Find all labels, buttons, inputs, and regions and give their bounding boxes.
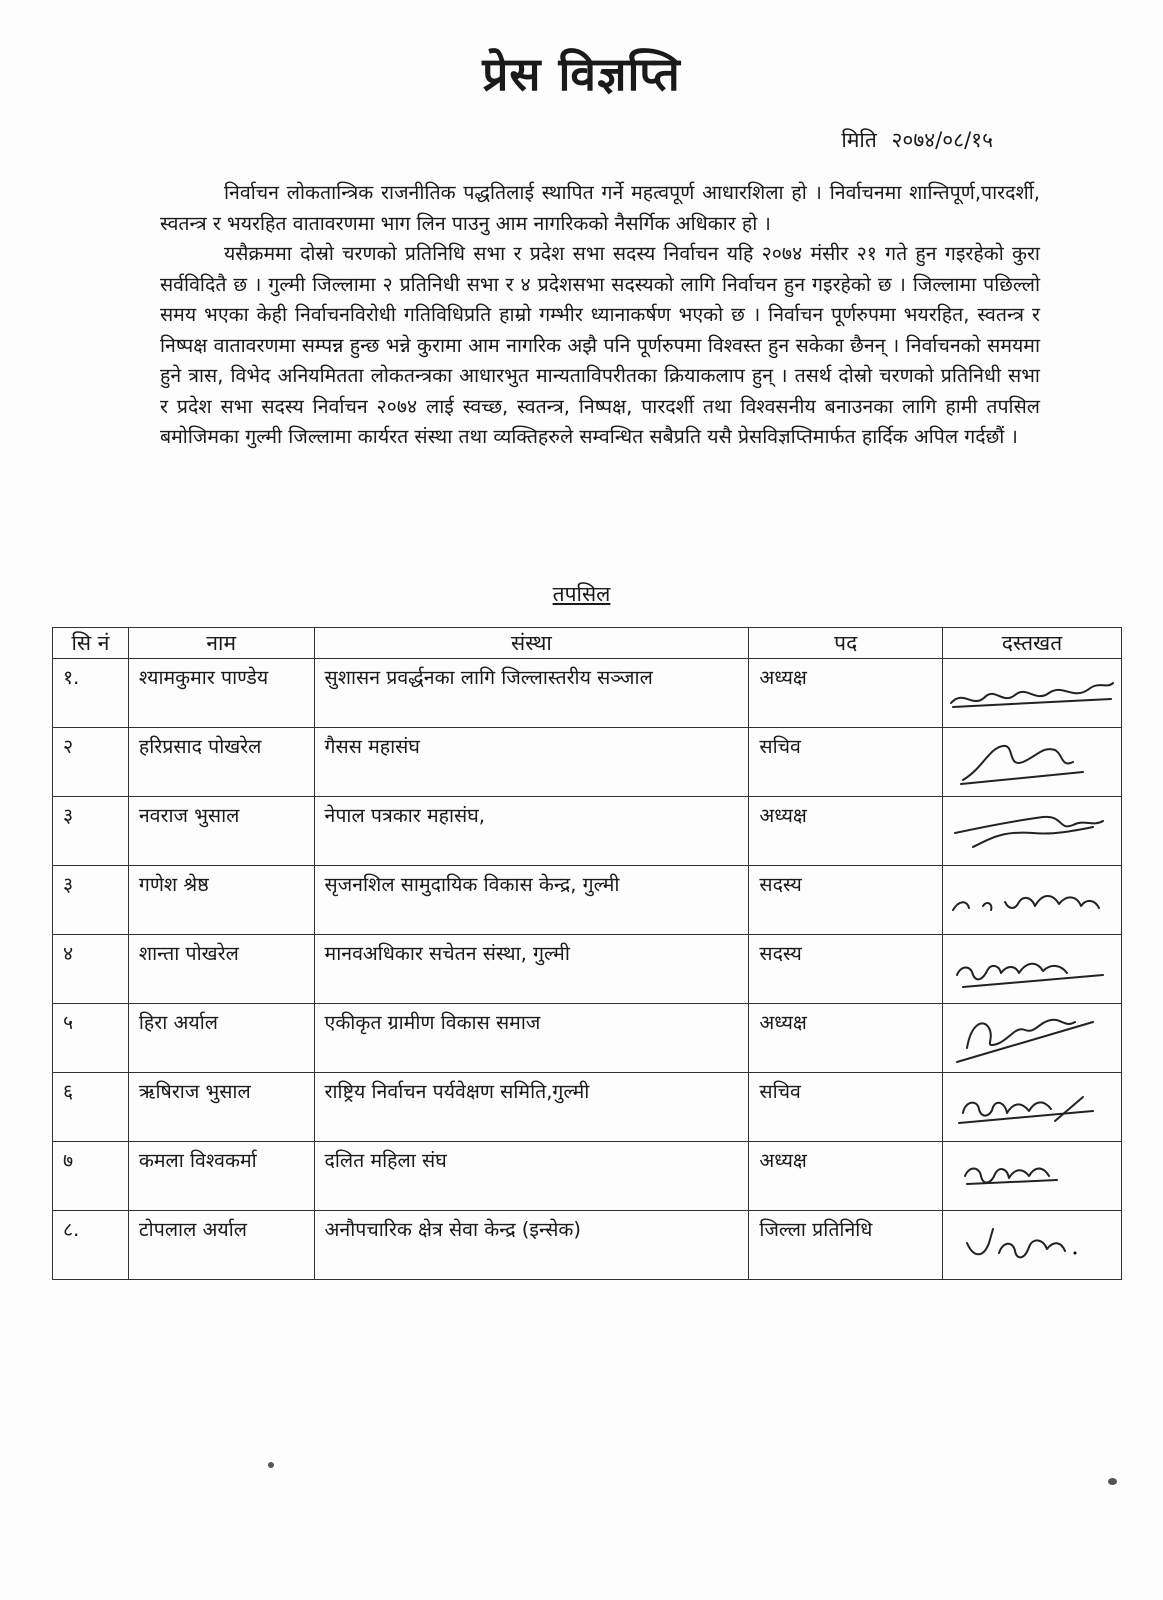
date-value: २०७४/०८/१५ <box>891 128 993 152</box>
cell-name: श्यामकुमार पाण्डेय <box>128 659 314 728</box>
cell-post: सचिव <box>749 1073 943 1142</box>
cell-signature <box>942 866 1121 935</box>
scan-speck <box>268 1462 274 1468</box>
cell-name: हरिप्रसाद पोखरेल <box>128 728 314 797</box>
press-release-body <box>160 178 1040 453</box>
cell-post: सदस्य <box>749 935 943 1004</box>
date-label: मिति <box>841 128 877 152</box>
table-row <box>53 935 1122 1004</box>
cell-name: टोपलाल अर्याल <box>128 1211 314 1280</box>
cell-sn: ५ <box>53 1004 129 1073</box>
cell-sn: ७ <box>53 1142 129 1211</box>
cell-name: गणेश श्रेष्ठ <box>128 866 314 935</box>
signature-image <box>943 866 1121 928</box>
table-row <box>53 1073 1122 1142</box>
header-sn: सि नं <box>53 628 129 659</box>
cell-signature <box>942 797 1121 866</box>
cell-sn: २ <box>53 728 129 797</box>
cell-organization: एकीकृत ग्रामीण विकास समाज <box>314 1004 749 1073</box>
cell-sn: ३ <box>53 866 129 935</box>
header-signature: दस्तखत <box>942 628 1121 659</box>
cell-name: हिरा अर्याल <box>128 1004 314 1073</box>
cell-post: सचिव <box>749 728 943 797</box>
cell-signature <box>942 659 1121 728</box>
signatory-table <box>52 627 1122 1280</box>
header-post: पद <box>749 628 943 659</box>
cell-signature <box>942 1073 1121 1142</box>
cell-organization: सृजनशिल सामुदायिक विकास केन्द्र, गुल्मी <box>314 866 749 935</box>
table-row <box>53 1211 1122 1280</box>
cell-sn: ४ <box>53 935 129 1004</box>
header-name: नाम <box>128 628 314 659</box>
cell-post: अध्यक्ष <box>749 1004 943 1073</box>
cell-post: अध्यक्ष <box>749 797 943 866</box>
signature-image <box>943 728 1121 790</box>
cell-name: नवराज भुसाल <box>128 797 314 866</box>
cell-post: अध्यक्ष <box>749 1142 943 1211</box>
signature-image <box>943 1211 1121 1273</box>
tapasil-heading: तपसिल <box>552 582 611 606</box>
cell-organization: दलित महिला संघ <box>314 1142 749 1211</box>
header-organization: संस्था <box>314 628 749 659</box>
table-row <box>53 797 1122 866</box>
signature-image <box>943 1142 1121 1204</box>
cell-signature <box>942 1142 1121 1211</box>
cell-post: अध्यक्ष <box>749 659 943 728</box>
signature-image <box>943 797 1121 859</box>
signature-image <box>943 1004 1121 1066</box>
table-row <box>53 728 1122 797</box>
cell-signature <box>942 728 1121 797</box>
date-line <box>841 126 993 154</box>
cell-signature <box>942 1004 1121 1073</box>
cell-name: कमला विश्वकर्मा <box>128 1142 314 1211</box>
cell-organization: गैसस महासंघ <box>314 728 749 797</box>
table-row <box>53 1004 1122 1073</box>
cell-signature <box>942 935 1121 1004</box>
signature-image <box>943 659 1121 721</box>
paragraph-1: निर्वाचन लोकतान्त्रिक राजनीतिक पद्धतिलाई स्थापित गर्ने महत्वपूर्ण आधारशिला हो । निर्वाचनमा शान्तिपूर्ण,पारदर्शी, स्वतन्त्र र भयरहित वातावरणमा भाग लिन पाउनु आम नागरिकको नैसर्गिक अधिकार हो । <box>160 181 1040 235</box>
table-row <box>53 1142 1122 1211</box>
cell-organization: नेपाल पत्रकार महासंघ, <box>314 797 749 866</box>
cell-sn: ३ <box>53 797 129 866</box>
cell-organization: मानवअधिकार सचेतन संस्था, गुल्मी <box>314 935 749 1004</box>
cell-name: ऋषिराज भुसाल <box>128 1073 314 1142</box>
signature-image <box>943 935 1121 997</box>
cell-organization: अनौपचारिक क्षेत्र सेवा केन्द्र (इन्सेक) <box>314 1211 749 1280</box>
table-row <box>53 659 1122 728</box>
table-header-row <box>53 628 1122 659</box>
cell-organization: राष्ट्रिय निर्वाचन पर्यवेक्षण समिति,गुल्मी <box>314 1073 749 1142</box>
table-row <box>53 866 1122 935</box>
paragraph-2: यसैक्रममा दोस्रो चरणको प्रतिनिधि सभा र प्रदेश सभा सदस्य निर्वाचन यहि २०७४ मंसीर २१ गते हुन गइरहेको कुरा सर्वविदितै छ । गुल्मी जिल्लामा २ प्रतिनिधी सभा र ४ प्रदेशसभा सदस्यको लागि निर्वाचन हुन गइरहेको छ । जिल्लामा पछिल्लो समय भएका केही निर्वाचनविरोधी गतिविधिप्रति हाम्रो गम्भीर ध्यानाकर्षण भएको छ । निर्वाचन पूर्णरुपमा भयरहित, स्वतन्त्र र निष्पक्ष वातावरणमा सम्पन्न हुन्छ भन्ने कुरामा आम नागरिक अझै पनि पूर्णरुपमा विश्वस्त हुन सकेका छैनन् । निर्वाचनको समयमा हुने त्रास, विभेद अनियमितता लोकतन्त्रका आधारभुत मान्यताविपरीतका क्रियाकलाप हुन् । तसर्थ दोस्रो चरणको प्रतिनिधी सभा र प्रदेश सभा सदस्य निर्वाचन २०७४ लाई स्वच्छ, स्वतन्त्र, निष्पक्ष, पारदर्शी तथा विश्वसनीय बनाउनका लागि हामी तपसिल बमोजिमका गुल्मी जिल्लामा कार्यरत संस्था तथा व्यक्तिहरुले सम्वन्धित सबैप्रति यसै प्रेसविज्ञप्तिमार्फत हार्दिक अपिल गर्दछौं । <box>160 242 1040 448</box>
page-title: प्रेस विज्ञप्ति <box>482 47 681 101</box>
cell-sn: ६ <box>53 1073 129 1142</box>
scan-speck <box>1108 1478 1117 1485</box>
cell-post: जिल्ला प्रतिनिधि <box>749 1211 943 1280</box>
cell-sn: १. <box>53 659 129 728</box>
cell-post: सदस्य <box>749 866 943 935</box>
cell-organization: सुशासन प्रवर्द्धनका लागि जिल्लास्तरीय सञ्जाल <box>314 659 749 728</box>
signature-image <box>943 1073 1121 1135</box>
cell-sn: ८. <box>53 1211 129 1280</box>
cell-signature <box>942 1211 1121 1280</box>
cell-name: शान्ता पोखरेल <box>128 935 314 1004</box>
